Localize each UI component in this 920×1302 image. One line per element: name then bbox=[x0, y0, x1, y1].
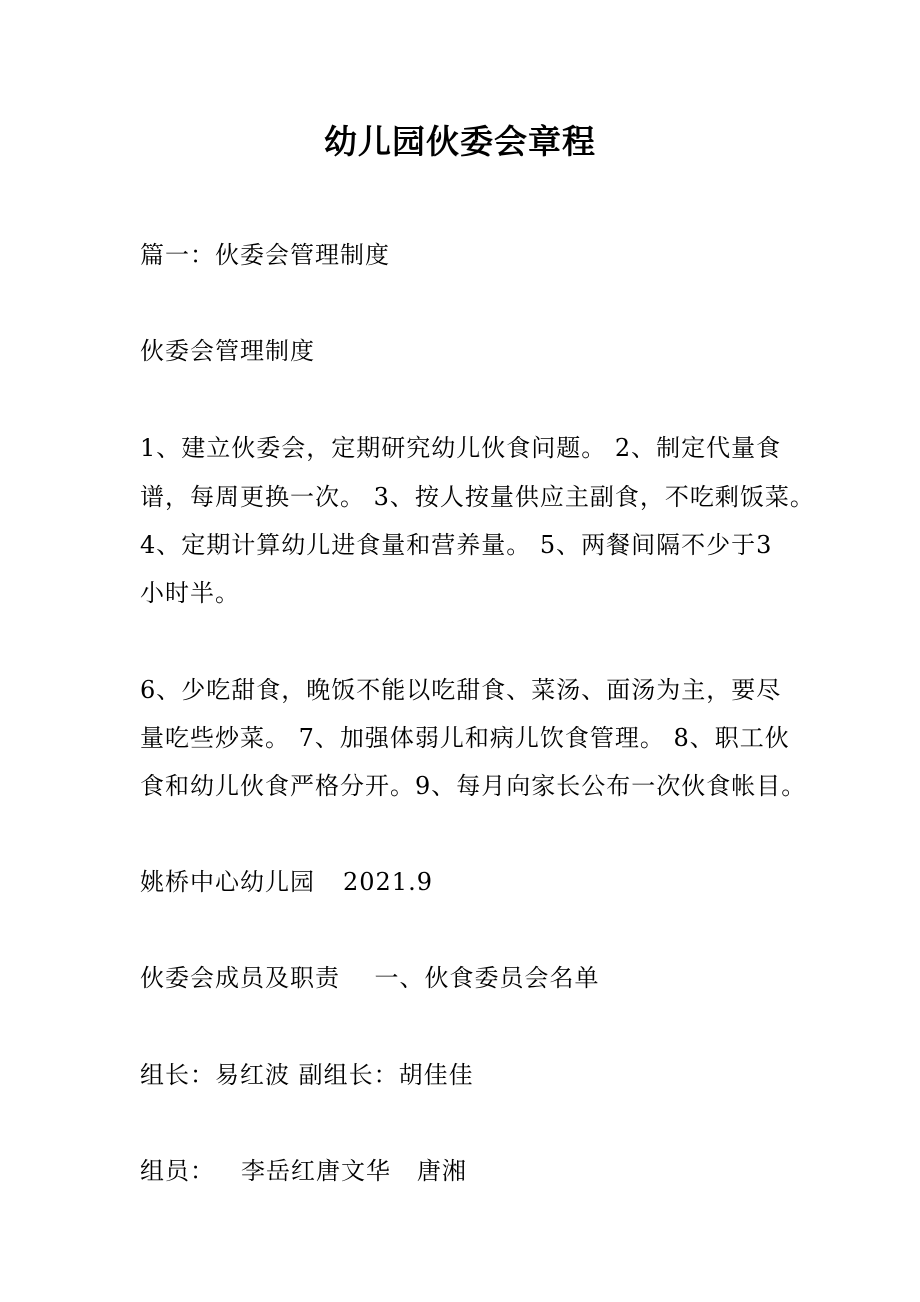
paragraph-line: 小时半。 bbox=[140, 579, 240, 607]
paragraph-line: 1、建立伙委会，定期研究幼儿伙食问题。 2、制定代量食 bbox=[140, 434, 782, 462]
paragraph-line: 谱，每周更换一次。 3、按人按量供应主副食，不吃剩饭菜。 bbox=[140, 483, 815, 511]
section-heading: 篇一：伙委会管理制度 bbox=[140, 241, 390, 269]
members-names: 李岳红唐文华 唐湘 bbox=[241, 1157, 467, 1185]
leaders-line: 组长：易红波 副组长：胡佳佳 bbox=[140, 1061, 474, 1089]
sub-heading: 伙委会管理制度 bbox=[140, 337, 315, 365]
paragraph-line: 量吃些炒菜。 7、加强体弱儿和病儿饮食管理。 8、职工伙 bbox=[140, 724, 790, 752]
paragraph-line: 食和幼儿伙食严格分开。9、每月向家长公布一次伙食帐目。 bbox=[140, 772, 807, 800]
members-heading: 伙委会成员及职责 一、伙食委员会名单 bbox=[140, 964, 600, 992]
paragraph-line: 6、少吃甜食，晚饭不能以吃甜食、菜汤、面汤为主，要尽 bbox=[140, 676, 782, 704]
paragraph-line: 4、定期计算幼儿进食量和营养量。 5、两餐间隔不少于3 bbox=[140, 531, 773, 559]
signature-org: 姚桥中心幼儿园 bbox=[140, 868, 315, 896]
signature-line bbox=[140, 858, 780, 906]
document-title: 幼儿园伙委会章程 bbox=[324, 122, 596, 161]
members-label: 组员： bbox=[140, 1157, 215, 1185]
members-line bbox=[140, 1147, 780, 1195]
signature-date: 2021.9 bbox=[343, 868, 433, 896]
